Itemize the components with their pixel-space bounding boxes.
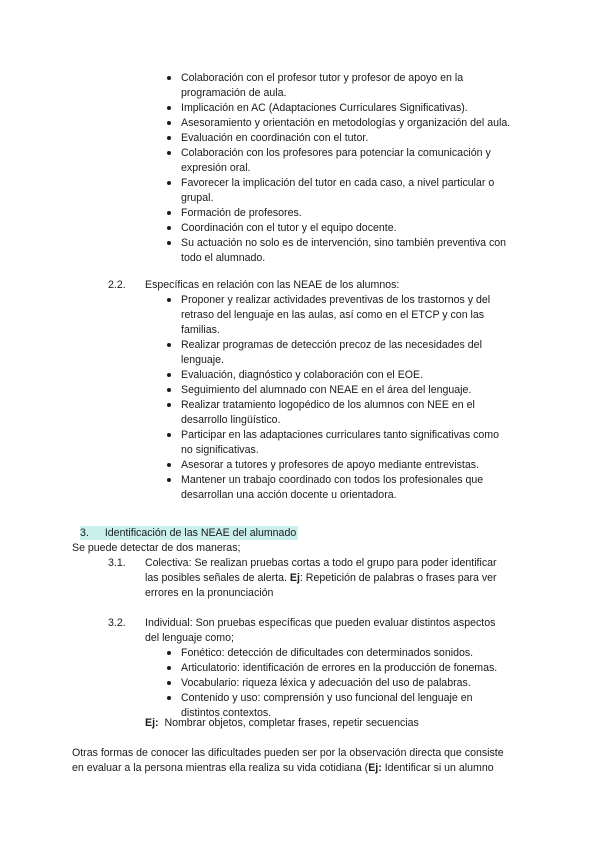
example-text: Nombrar objetos, completar frases, repetir secuencias (164, 717, 419, 729)
ej-label: Ej: (368, 762, 382, 774)
role-list-item-text: Colaboración con los profesores para potenciar la comunicación y (181, 147, 491, 159)
section-3-1-line1: Colectiva: Se realizan pruebas cortas a todo el grupo para poder identificar (145, 557, 497, 569)
assessment-list-item-text: Articulatorio: identificación de errores en la producción de fonemas. (181, 662, 498, 674)
neae-list-item-text: Mantener un trabajo coordinado con todos los profesionales que (181, 474, 484, 486)
ej-label: Ej (289, 572, 300, 584)
bullet-icon (167, 373, 171, 377)
neae-list-item-text: lenguaje. (181, 354, 225, 366)
section-3-1-line2 (145, 571, 497, 585)
neae-list-item-text: Proponer y realizar actividades preventivas de los trastornos y del (181, 294, 491, 306)
section-3-2-line1: Individual: Son pruebas específicas que pueden evaluar distintos aspectos (145, 617, 496, 629)
role-list-item-text: Su actuación no solo es de intervención, sino también preventiva con (181, 237, 507, 249)
bullet-icon (167, 226, 171, 230)
role-list-item-text: todo el alumnado. (181, 252, 266, 264)
section-3-title: Identificación de las NEAE del alumnado (104, 527, 297, 539)
section-3-number: 3. (80, 527, 89, 539)
assessment-list-item-text: Contenido y uso: comprensión y uso funcional del lenguaje en (181, 692, 473, 704)
section-3-heading (80, 526, 298, 540)
role-list-item-text: Asesoramiento y orientación en metodologías y organización del aula. (181, 117, 511, 129)
role-list-item-text: Implicación en AC (Adaptaciones Curriculares Significativas). (181, 102, 468, 114)
bullet-icon (167, 433, 171, 437)
role-list-item-text: programación de aula. (181, 87, 287, 99)
neae-list-item-text: familias. (181, 324, 220, 336)
section-3-1-line3: errores en la pronunciación (145, 587, 274, 599)
neae-list-item-text: desarrollo lingüístico. (181, 414, 281, 426)
assessment-list-item-text: Fonético: detección de dificultades con determinados sonidos. (181, 647, 474, 659)
section-3-2-number: 3.2. (108, 617, 126, 629)
section-3-1-number: 3.1. (108, 557, 126, 569)
section-2-2-title: Específicas en relación con las NEAE de los alumnos: (145, 279, 400, 291)
bullet-icon (167, 696, 171, 700)
bullet-icon (167, 106, 171, 110)
bullet-icon (167, 151, 171, 155)
bullet-icon (167, 403, 171, 407)
bullet-icon (167, 76, 171, 80)
bullet-icon (167, 211, 171, 215)
role-list-item-text: expresión oral. (181, 162, 251, 174)
bullet-icon (167, 136, 171, 140)
neae-list-item-text: Evaluación, diagnóstico y colaboración con el EOE. (181, 369, 424, 381)
bullet-icon (167, 463, 171, 467)
bullet-icon (167, 181, 171, 185)
closing-line2-text: en evaluar a la persona mientras ella realiza su vida cotidiana ( (72, 762, 369, 774)
role-list-item-text: Formación de profesores. (181, 207, 302, 219)
section-3-1-line2-rest: : Repetición de palabras o frases para ver (299, 572, 497, 584)
bullet-icon (167, 651, 171, 655)
bullet-icon (167, 121, 171, 125)
section-3-1-line2-text: las posibles señales de alerta. (145, 572, 287, 584)
section-3-2-example (145, 716, 419, 730)
bullet-icon (167, 388, 171, 392)
role-list-item-text: Coordinación con el tutor y el equipo docente. (181, 222, 397, 234)
neae-list-item-text: Asesorar a tutores y profesores de apoyo mediante entrevistas. (181, 459, 479, 471)
bullet-icon (167, 241, 171, 245)
role-list-item-text: Colaboración con el profesor tutor y profesor de apoyo en la (181, 72, 464, 84)
assessment-list-item-text: Vocabulario: riqueza léxica y adecuación del uso de palabras. (181, 677, 471, 689)
neae-list-item-text: desarrollan una acción docente u orientadora. (181, 489, 397, 501)
ej-label: Ej: (145, 717, 159, 729)
section-3-intro: Se puede detectar de dos maneras; (72, 542, 241, 554)
role-list-item-text: grupal. (181, 192, 214, 204)
closing-line1: Otras formas de conocer las dificultades pueden ser por la observación directa que consiste (72, 747, 504, 759)
role-list-item-text: Favorecer la implicación del tutor en cada caso, a nivel particular o (181, 177, 495, 189)
role-list-item-text: Evaluación en coordinación con el tutor. (181, 132, 369, 144)
bullet-icon (167, 681, 171, 685)
bullet-icon (167, 478, 171, 482)
neae-list-item-text: Realizar tratamiento logopédico de los alumnos con NEE en el (181, 399, 475, 411)
section-3-2-line2: del lenguaje como; (145, 632, 234, 644)
neae-list-item-text: Realizar programas de detección precoz de las necesidades del (181, 339, 482, 351)
neae-list-item-text: Participar en las adaptaciones curriculares tanto significativas como (181, 429, 499, 441)
neae-list-item-text: no significativas. (181, 444, 259, 456)
section-2-2-number: 2.2. (108, 279, 126, 291)
closing-line2-rest: Identificar si un alumno (381, 762, 494, 774)
bullet-icon (167, 666, 171, 670)
closing-line2 (72, 761, 494, 775)
neae-list-item-text: Seguimiento del alumnado con NEAE en el área del lenguaje. (181, 384, 472, 396)
bullet-icon (167, 343, 171, 347)
assessment-list-item-text: distintos contextos. (181, 707, 272, 719)
bullet-icon (167, 298, 171, 302)
neae-list-item-text: retraso del lenguaje en las aulas, así como en el ETCP y con las (181, 309, 485, 321)
